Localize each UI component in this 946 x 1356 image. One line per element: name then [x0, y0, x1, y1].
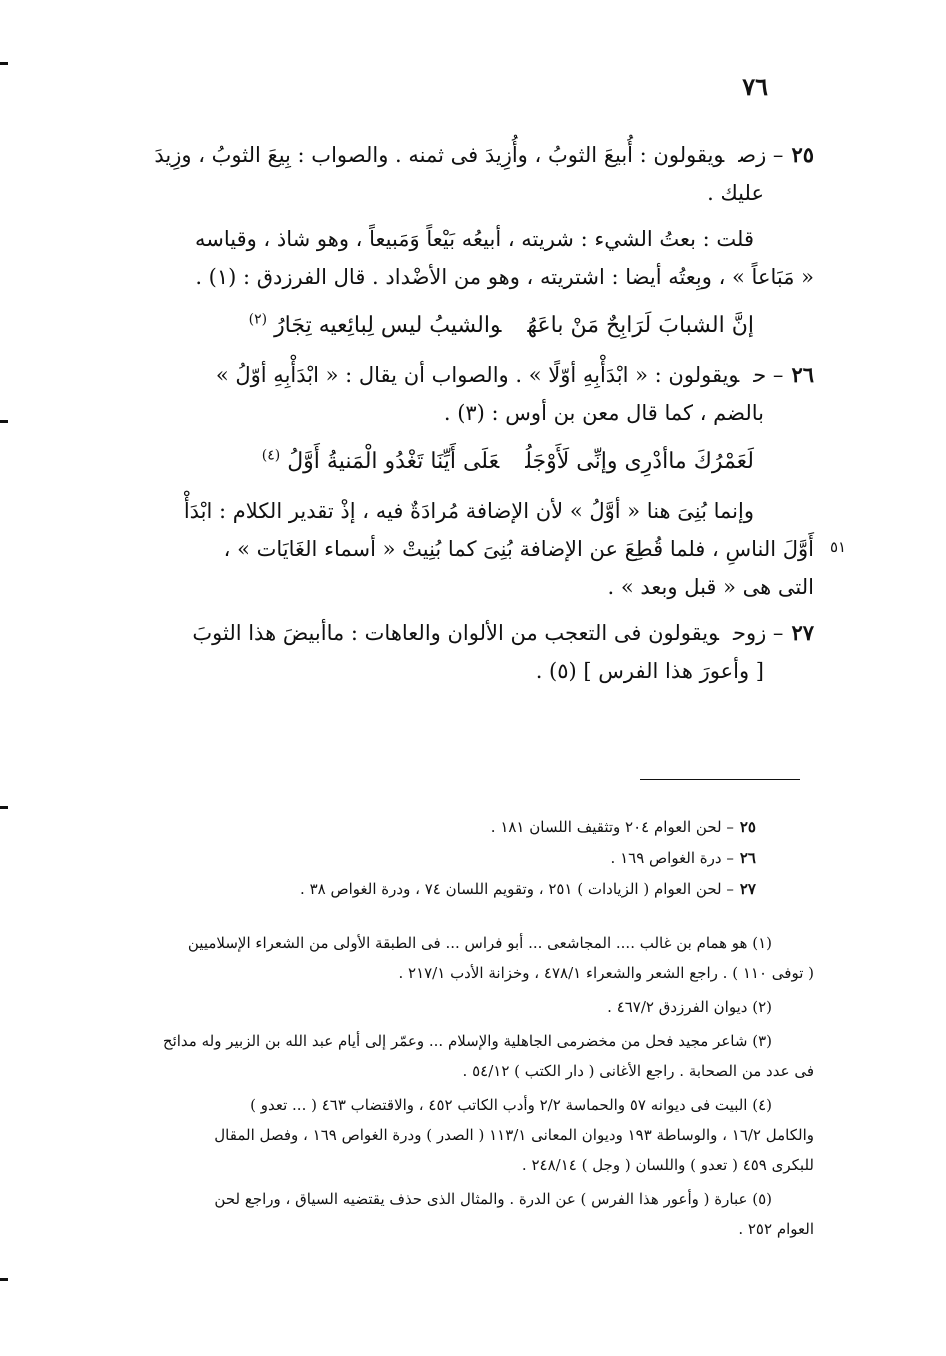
entry-26 — [124, 356, 814, 432]
footnote-line: للبكرى ٤٥٩ ( تعدو ) واللسان ( وجل ) ٢٤٨/١٤ . — [521, 1156, 814, 1174]
footnote-line: (٣) شاعر مجيد فحل من مخضرمى الجاهلية والإسلام ... وعمّر إلى أيام عبد الله بن الزبير وله مدائح — [162, 1032, 772, 1050]
poetry-verse — [124, 440, 814, 484]
entry-code: – زص — [738, 143, 784, 167]
entry-25 — [124, 136, 814, 212]
footnote-line: (٢) ديوان الفرزدق ٤٦٧/٢ . — [607, 998, 772, 1016]
scan-edge-mark — [0, 420, 8, 423]
footnote-ref: (٤) — [261, 447, 281, 464]
footnote-line: (٥) عبارة ( وأعور هذا الفرس ) عن الدرة . والمثال الذى حذف يقتضيه السياق ، وراجع لحن — [214, 1190, 772, 1208]
entry-line: ويقولون فى التعجب من الألوان والعاهات : ماأبيضَ هذا الثوبَ — [192, 621, 719, 645]
footnote-ref: (٢) — [248, 311, 268, 328]
paragraph-line: قلت : بعتُ الشيء : شريته ، أبيعُه بَيْعاً وَمَبيعاً ، وهو شاذ ، وقياسه — [194, 227, 754, 251]
source-item — [136, 874, 756, 905]
scan-edge-mark — [0, 806, 8, 809]
footnote-2 — [102, 992, 814, 1022]
footnote-3 — [102, 1026, 814, 1086]
footnote-line: (١) هو همام بن غالب .... المجاشعى ... أبو فراس ... فى الطبقة الأولى من الشعراء الإسلاميين — [187, 934, 772, 952]
source-number: ٢٧ — [739, 880, 756, 898]
poetry-verse — [124, 304, 814, 348]
entry-code: – ح — [753, 363, 784, 387]
paragraph-line: أَوَّلَ الناسِ ، فلما قُطِعَ عن الإضافة بُنِىَ كما بُنِيتْ « أسماء الغَايَات » ، — [223, 537, 814, 561]
footnote-divider — [640, 779, 800, 780]
source-number: ٢٦ — [739, 849, 756, 867]
footnote-line: العوام ٢٥٢ . — [738, 1220, 814, 1238]
commentary-paragraph — [124, 220, 814, 296]
scan-edge-mark — [0, 1278, 8, 1281]
entry-number: ٢٦ — [791, 362, 814, 387]
source-item — [136, 812, 756, 843]
footnotes — [102, 928, 814, 1248]
source-text: – درة الغواص ١٦٩ . — [610, 849, 734, 867]
entry-line: عليك . — [707, 181, 764, 205]
footnote-line: فى عدد من الصحابة . راجع الأغانى ( دار الكتب ) ٥٤/١٢ . — [462, 1062, 814, 1080]
scan-edge-mark — [0, 62, 8, 65]
footnote-4 — [102, 1090, 814, 1180]
source-text: – لحن العوام ٢٠٤ وتثقيف اللسان ١٨١ . — [490, 818, 734, 836]
source-text: – لحن العوام ( الزيادات ) ٢٥١ ، وتقويم اللسان ٧٤ ، ودرة الغواص ٣٨ . — [300, 880, 734, 898]
source-number: ٢٥ — [739, 818, 756, 836]
paragraph-line: التى هى « قبل وبعد » . — [607, 575, 814, 599]
footnote-line: (٤) البيت فى ديوانه ٥٧ والحماسة ٢/٢ وأدب الكاتب ٤٥٢ ، والاقتضاب ٤٦٣ ( ... تعدو ) — [250, 1096, 772, 1114]
entry-27 — [124, 614, 814, 690]
footnote-line: والكامل ١٦/٢ ، والوساطة ١٩٣ وديوان المعانى ١١٣/١ ( الصدر ) ودرة الغواص ١٦٩ ، وفصل المقال — [214, 1126, 814, 1144]
source-item — [136, 843, 756, 874]
verse-hemistich-first: لَعَمْرُكَ ماأدْرِى وإنِّى لَأَوْجَلُ — [525, 449, 754, 474]
sources-list — [136, 812, 756, 905]
footnote-1 — [102, 928, 814, 988]
commentary-paragraph — [124, 492, 814, 606]
margin-note: ٥١ — [830, 538, 847, 556]
paragraph-line: وإنما بُنِىَ هنا « أوَّلُ » لأن الإضافة مُرادَةٌ فيه ، إذْ تقدير الكلام : ابْدَأْ — [183, 499, 754, 523]
paragraph-line: « مَبَاعاً » ، وبِعتُه أيضا : اشتريته ، وهو من الأضْداد . قال الفرزدق : (١) . — [195, 265, 814, 289]
entry-line: بالضم ، كما قال معن بن أوس : (٣) . — [443, 401, 764, 425]
entry-code: – زوح — [732, 621, 784, 645]
main-text — [124, 136, 814, 698]
footnote-line: ( توفى ١١٠ ) . راجع الشعر والشعراء ٤٧٨/١ ، وخزانة الأدب ٢١٧/١ . — [398, 964, 814, 982]
verse-hemistich-second: عَلَى أَيِّنَا تَغْدُو الْمَنيةُ أَوَّلُ — [287, 449, 500, 474]
entry-number: ٢٧ — [791, 620, 814, 645]
verse-hemistich-first: إنَّ الشبابَ لَرَابِحٌ مَنْ باعَهُ — [527, 313, 754, 338]
entry-line: ويقولون : أُبيعَ الثوبُ ، وأُزِيدَ فى ثمنه . والصواب : بِيعَ الثوبُ ، وزِيدَ — [154, 143, 725, 167]
page-number: ٧٦ — [742, 72, 768, 101]
entry-line: [ وأعورَ هذا الفرس ] (٥) . — [535, 659, 764, 683]
footnote-5 — [102, 1184, 814, 1244]
verse-hemistich-second: والشيبُ ليس لِبائِعيه تِجَارُ — [274, 313, 502, 338]
entry-line: ويقولون : « ابْدَأْبِهِ أوّلًا » . والصواب أن يقال : « ابْدَأْبِهِ أوّلُ » — [215, 363, 740, 387]
entry-number: ٢٥ — [791, 142, 814, 167]
